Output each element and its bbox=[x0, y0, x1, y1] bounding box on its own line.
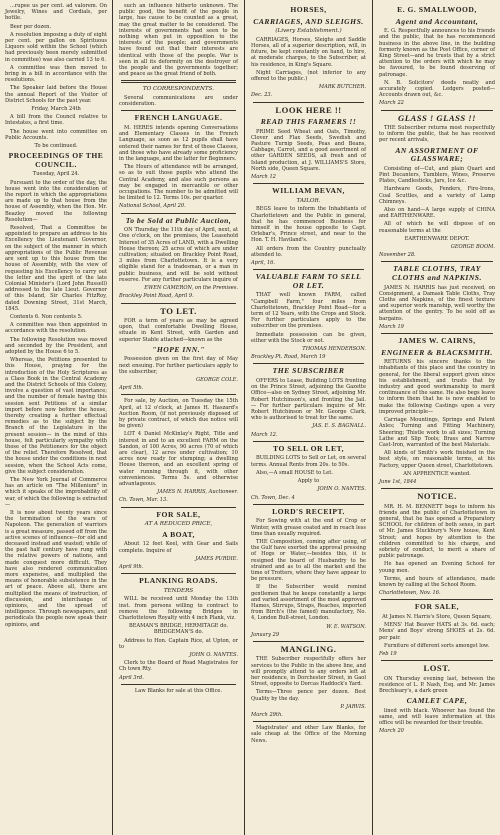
column-3 bbox=[246, 0, 371, 835]
paragraph: Beer per dozen. bbox=[10, 23, 52, 30]
date-line: Ch. Town, Mar. 13. bbox=[119, 497, 168, 504]
date-line: November 28. bbox=[379, 252, 416, 259]
ad-heading: FOR SALE, bbox=[414, 602, 460, 612]
inn-name: "HOPE INN." bbox=[152, 344, 205, 354]
paragraph: M. HERES intends opening Conversations and Elementary Classes in the French Language, as soon as 12 pupils shall have entered their names for first of those Classes, and those who have already some proficiency in the language, and the latter for Beginners. bbox=[119, 125, 238, 163]
paragraph: FOR a term of years as may be agreed upon, that comfortable Dwelling House, situate in Kent Street, with Garden and superior Stable attached—known as the bbox=[119, 317, 238, 343]
date-line: March 29th. bbox=[251, 711, 283, 718]
paragraph: PRIME Seed Wheat and Oats, Timothy, Clover and Flax Seeds, Swedish and Pasture Turnip Seeds, Peas and Beans, Cabbage, Carrot, and a good assortment of other GARDEN SEEDS, all fresh and of Island production, at J. WILLIAMS'S Store, North side, Queen Square. bbox=[251, 128, 366, 172]
signature: P. JARVIS. bbox=[340, 703, 366, 710]
ad-heading: JAMES W. CAIRNS, bbox=[398, 336, 476, 346]
column-rule bbox=[244, 0, 245, 835]
paragraph: Resolved, That a Committee be appointed to prepare an address to his Excellency the Lieutenant Governor, on the subject of the manner in which appropriations of the Public Revenue are sent up to this house from the house of Assembly, with the view of requesting his Excellency to carry out the letter and the spirit of the late Colonial Minister's (Lord John Russell) addressed to the late Lieut. Governor of this Island, Sir Charles FitzRoy, dated Downing Street, 31st March, 1845. bbox=[5, 225, 107, 312]
paragraph: JAMES N. HARRIS has just received, on Consignment, a Damask Table Cloths, Tray Cloths and Napkins, of the finest texture and superior work manship, well worthy the attention of the gentry. To be sold off as bargains. bbox=[379, 284, 495, 322]
paragraph: LOT 4 Daniel McKinlay's Right, Title and interest in and to an excellent FARM on the Sandon, of 100 Acres, 90 acres (70 of which are clear), 12 acres under cultivation; 10 acres now ready for stumping; a dwelling House thereon, and an excellent spring of water running through it, with other conveniences. Terms 5s. and otherwise advantageous. bbox=[119, 431, 238, 487]
date-line: Dec. 23. bbox=[251, 92, 273, 99]
divider bbox=[253, 269, 364, 270]
column-4 bbox=[374, 0, 500, 835]
paragraph: MENS' Hat Beaver HATS at 3s. 6d. each; Mens' and Boys' strong SHOES at 2s. 6d. per pair. bbox=[379, 622, 495, 641]
divider bbox=[121, 394, 236, 395]
paragraph: He has opened an Evening School for young men. bbox=[379, 561, 495, 574]
ad-subheading: TAILOR. bbox=[296, 197, 321, 204]
divider bbox=[381, 110, 493, 111]
ad-heading: TO SELL OR LET, bbox=[273, 443, 344, 453]
divider bbox=[253, 641, 364, 642]
ad-subheading: (Livery Establishment.) bbox=[275, 28, 342, 35]
paragraph: BUILDING LOTS to Sell or Let, on several terms. Annual Rents from 20s. to 50s. bbox=[251, 455, 366, 468]
paragraph: Also,—A small HOUSE to Let. bbox=[256, 469, 333, 476]
date-line: March 12. bbox=[251, 431, 278, 438]
paragraph: Consisting of—Cut, and plain Quart and Pint Decanters, Tumblers, Wines, Preserve Plates, Candlesticks, Jars, Ice &c. bbox=[379, 165, 495, 185]
paragraph: All orders from the Country punctually attended to. bbox=[251, 245, 366, 258]
ad-heading: READ THIS FARMERS !! bbox=[260, 117, 357, 127]
ad-heading: WILLIAM BEVAN, bbox=[272, 186, 345, 196]
paragraph: ...rupee us per cent. ad valorem. On Jewelry, Wines and Cordials, per bottle. bbox=[5, 3, 107, 22]
ad-heading: CARRIAGES, AND SLEIGHS. bbox=[253, 16, 364, 26]
paragraph: Furniture of different sorts amongst low. bbox=[384, 642, 490, 649]
paragraph: The Hours of attendance will be arranged, so as to suit those pupils who attend the Central Academy, and also such persons as may be engaged in mercantile or other occupations. The number to be admitted will be limited to 12. Terms 10s. per quarter. bbox=[119, 164, 238, 202]
ad-heading: HORSES, bbox=[290, 5, 327, 14]
paragraph: AN APPRENTICE wanted. bbox=[403, 470, 471, 477]
date-line: April, 16. bbox=[251, 260, 275, 267]
section-heading: PROCEEDINGS OF THE COUNCIL. bbox=[8, 151, 104, 169]
paragraph: CARRIAGES, Horses, Sleighs and Saddle Horses, all of a superior description, will, in future, be kept constantly on hand, to hire, at moderate charges, to the Subscriber, at his residence, in King's Square. bbox=[251, 36, 366, 68]
paragraph: At James N. Harris's Store, Queen Square, bbox=[382, 613, 492, 620]
ad-heading: NOTICE. bbox=[417, 491, 457, 502]
ad-heading: THE SUBSCRIBER bbox=[272, 366, 345, 376]
ad-heading: FRENCH LANGUAGE. bbox=[134, 113, 223, 123]
paragraph: The New York Journal of Commerce has an article on "The Millenium" in which it speaks of the improbability of war, of which the following is extracted— bbox=[5, 477, 107, 508]
paragraph: Several communications are under consideration. bbox=[119, 95, 238, 108]
store-name: EARTHENWARE DEPOT. bbox=[404, 235, 470, 242]
column-2 bbox=[114, 0, 243, 835]
paragraph: It is now about twenty years since the termination of the wars of Napoleon. The generation of warriors is a great measure, passed off from the active scenes of influence—for old and deceased instead and wasted; while of the past half century have rung with the relative powers of nations, and made conquest more difficult. They have also rendered communication more expensive, and multiplied the means of honorable subsistence in the art of peace. Above all, there are multiplied the means of instruction, of discussion, and interchange of opinions, and the spread of intelligence. Through newspapers, and periodicals the people now speak their opinions, and bbox=[5, 510, 107, 628]
paragraph: E. G. Respectfully announces to his friends and the public, that he has recommenced business in the above line, in the building formerly known as the Post Office, corner of King Street—and he trusts that by a strict attention to the orders with which he may be favoured, to be found deserving of patronage. bbox=[379, 28, 495, 78]
ad-subheading: AT A REDUCED PRICE, bbox=[144, 521, 213, 528]
divider bbox=[121, 80, 236, 83]
ad-heading: A BOAT, bbox=[162, 529, 195, 539]
divider bbox=[253, 102, 364, 103]
column-1 bbox=[0, 0, 112, 835]
ad-heading: GLASS ! GLASS !! bbox=[398, 112, 476, 123]
paragraph: For Sowing with at the end of Crop or Winter, with grease coated and in reach less time than usually required. bbox=[251, 518, 366, 537]
paragraph: Apply to bbox=[297, 478, 320, 485]
ad-heading: MANGLING. bbox=[280, 643, 337, 654]
ad-heading: To be Sold at Public Auction, bbox=[125, 215, 232, 225]
signature: W. E. WATSON. bbox=[326, 623, 366, 630]
paragraph: THE Subscriber returns most respectfully to inform the public, that he has received per recent arrivals, bbox=[379, 125, 495, 144]
column-rule bbox=[372, 0, 373, 835]
signature: MARK BUTCHER. bbox=[318, 84, 366, 91]
paragraph: If the Subscriber would remind gentlemen that he keeps constantly a large and varied assortment of the most approved Hames, Stirrups, Straps, Reaches, imported from Birch's (the famed) manufactory, No. 4, London Bull-street, London. bbox=[251, 584, 366, 622]
date-line: March 20 bbox=[379, 728, 404, 735]
signature: JAS. E. S. BAGNALL. bbox=[312, 423, 366, 430]
paragraph: Possession given on the first day of May next ensuing. For further particulars apply to the subscriber, bbox=[119, 356, 238, 375]
date-line: April 3rd. bbox=[119, 674, 144, 681]
signature: THOMAS HENDERSON. bbox=[302, 346, 366, 353]
ad-subheading: ENGINEER & BLACKSMITH. bbox=[381, 347, 493, 357]
paragraph: Carriage Mountings, Springs and Patent Axles; Turning and Fitting Machinery, Sheering; Thistle work to all sizes; Turning Lathe and Slip Tools; Brass and Narrow Cast-Iron, warranted of the best Materials. bbox=[379, 417, 495, 448]
paragraph: Hardware Goods, Fenders, Fire-Irons, Coal Scuttles, and a variety of Lamp Chimneys. bbox=[379, 186, 495, 205]
paragraph: BEGS leave to inform the Inhabitants of Charlottetown and the Public in general, that he has commenced Business for himself in the house opposite to Capt. Orlebar's, Prince street, and near to the Hon. T. H. Haviland's. bbox=[251, 206, 366, 244]
ad-heading: E. G. SMALLWOOD, bbox=[397, 5, 477, 14]
ad-heading: FOR SALE, bbox=[156, 509, 201, 519]
divider bbox=[381, 599, 493, 600]
paragraph: THE Composition, coming after using, of the Gulf have exerted the approval pressing of Hogs or Water,—besides this, it is resigned the board of Husbandry to be strained and as to all the market and the time of Trotters, where they have appear to be pressure. bbox=[251, 538, 366, 583]
paragraph: All kinds of Smith's work finished in the best style, on reasonable terms, at his Factory, upper Queen street, Charlottetown. bbox=[379, 450, 495, 469]
paragraph: Law Blanks for sale at this Office. bbox=[134, 687, 223, 694]
date-line: Brackley Point Road, April 9. bbox=[119, 293, 194, 300]
paragraph: BEAMAN'S BRIDGE, HERMITAGE do. BRIDGEMAN'S do. bbox=[129, 623, 228, 636]
date-line: Ch. Town, Dec. 4 bbox=[251, 494, 295, 501]
paragraph: A committee was then moved to bring in a bill in accordance with the resolutions. bbox=[5, 64, 107, 84]
signature: JAMES N. HARRIS, Auctioneer. bbox=[157, 489, 238, 496]
paragraph: For sale, by Auction, on Tuesday the 15th April, at 12 o'clock, at James H. Haszard's Auction Room, (if not previously disposed of by private contract, of which due notice will be given) bbox=[119, 398, 238, 430]
paragraph: THE Subscriber respectfully offers her services to the Public in the above line, and will promptly attend to any orders left at her residence, in Dorchester Street, in Gaol Street, opposite to Dorcas Haddock's Yard. bbox=[251, 656, 366, 688]
paragraph: Terms, and hours of attendance, made known by calling at the School Room. bbox=[379, 575, 495, 588]
signature: National School, April 20. bbox=[119, 203, 186, 210]
divider bbox=[121, 213, 236, 214]
divider bbox=[381, 660, 493, 661]
divider bbox=[253, 721, 364, 722]
lost-item: CAMLET CAPE, bbox=[406, 696, 468, 706]
paragraph: A committee was then appointed in accordance with the resolution. bbox=[5, 322, 107, 335]
paragraph: Clerk to the Board of Road Magistrates for Ch town Rty. bbox=[119, 660, 238, 673]
divider bbox=[121, 303, 236, 304]
ad-heading: VALUABLE FARM TO SELL OR LET. bbox=[255, 272, 362, 290]
ad-heading: Agent and Accountant, bbox=[395, 16, 479, 26]
signature: JOHN O. NANTES. bbox=[189, 651, 238, 658]
date-line: Brackley Pt. Road, March 19 bbox=[251, 354, 326, 361]
paragraph: ON Thursday the 11th day of April, next, at One o'clock, on the premises, the Leasehold Interest of 35 Acres of LAND, with a Dwelling House thereon; 25 acres of which are under cultivation; situated on Brackley Point Road, 3 miles from Charlottetown. It is a very eligible stand for a tradesman, or a man in public business, and will be sold without reserve. For any further particulars inquire of bbox=[119, 227, 238, 283]
signature: JOHN O. NANTES. bbox=[317, 486, 366, 493]
paragraph: Pursuant to the order of the day, the house went into the consideration of the report in which the appropriations are made up to that house from the house of Assembly, when the Hon. Mr. Beazley moved the following Resolution— bbox=[5, 179, 107, 223]
paragraph: RETURNS his sincere thanks to the inhabitants of this place and the country in general, for the liberal support given since his establishment, and trusts that by industry and good workmanship to merit continuance of the same. He also begs leave to inform them that he is now enabled to make the following Castings upon a very improved principle— bbox=[379, 359, 495, 415]
ad-heading: LOOK HERE !! bbox=[275, 104, 342, 115]
signature: GEORGE BOOM. bbox=[450, 244, 495, 251]
divider bbox=[253, 183, 364, 184]
ad-heading: LOST. bbox=[423, 663, 451, 674]
section-heading: TO CORRESPONDENTS. bbox=[142, 86, 215, 93]
paragraph: Immediate possession can be given, either with the Stock or not. bbox=[251, 331, 366, 344]
divider bbox=[121, 110, 236, 111]
divider bbox=[121, 573, 236, 574]
paragraph: To be continued. bbox=[34, 143, 78, 150]
date-line: Charlottetown, Nov. 16. bbox=[379, 590, 441, 597]
paragraph: MR. H. M. BENNETT begs to inform his friends and the public of Charlottetown in general, that he has opened a Preparatory SCHOOL for children of both sexes, in part of Mr. James Stuckbury's New house, Kent Street; and hopes by attention to the children committed to his charge, and sobriety of conduct, to merit a share of public patronage. bbox=[379, 503, 495, 560]
divider bbox=[381, 488, 493, 489]
paragraph: The following Resolution was moved and seconded by the President, and adopted by the House 6 to 5. bbox=[5, 336, 107, 355]
signature: GEORGE COLE. bbox=[196, 376, 238, 383]
date-line: January 29 bbox=[251, 631, 280, 638]
divider bbox=[253, 363, 364, 364]
paragraph: The house went into committee on Public Accounts. bbox=[5, 128, 107, 141]
divider bbox=[121, 684, 236, 685]
signature: EWEN CAMERON, on the Premises. bbox=[144, 285, 238, 292]
date-line: March 12 bbox=[251, 174, 276, 181]
paragraph: ON Thursday evening last, between the residence of L. P. Nash, Esq. and Mr. James Brechleary's, a dark green bbox=[379, 675, 495, 694]
paragraph: About 12 feet Keel, with Gear and Sails complete. Inquire of bbox=[119, 541, 238, 554]
divider bbox=[381, 261, 493, 262]
date-line: April 5th. bbox=[119, 385, 144, 392]
date-line: June 1st, 1844 bbox=[379, 478, 417, 485]
date-line: Tuesday, April 24. bbox=[32, 171, 80, 178]
paragraph: Whereas, the Petitions presented to this House, praying for the introduction of the Holy Scriptures as a Class Book in the Central Academy and the District Schools of this Colony, involve a question of vast importance; and the number of female having this session sent Petitions of a similar import before now before the house, thereby creating a further effectual remedies as to the subject by the Branch of the Legislature in the present session— in the mind of this house, felt particularly sympathy with those of the Petitioners for the object of the relief. Therefore Resolved, that the house under the conditions in next session, when the School Acts come, give the subject consideration. bbox=[5, 357, 107, 475]
paragraph: Also on hand—A large supply of CHINA and EARTHENWARE. bbox=[379, 207, 495, 220]
paragraph: Terms—Three pence per dozen. Best Quality by the day. bbox=[251, 689, 366, 702]
column-rule bbox=[112, 0, 113, 835]
divider bbox=[253, 441, 364, 442]
ad-subheading: TENDERS bbox=[163, 587, 194, 594]
paragraph: such an influence hitherto unknown. The public good, the benefit of the people in large, has cause to be counted as a great, may the great matter to be considered. The interests of governments had seen to be nothing when put in opposition to the interests of the people; and governments have found out that their interests are identical with those of the people. War is seen in all its deformity on the destroyer of the people and the governments together; and peace as the great friend of both. bbox=[119, 3, 238, 78]
paragraph: Address to Hon. Captain Rice, at Upton, or to bbox=[119, 637, 238, 650]
ad-subheading: AN ASSORTMENT OF GLASSWARE; bbox=[395, 145, 479, 164]
paragraph: A bill from the Council relative to Intestates, a first time. bbox=[5, 114, 107, 127]
paragraph: Magistrates' and other Law Blanks, for sale cheap at the Office of the Morning News. bbox=[251, 725, 366, 744]
date-line: April 9th. bbox=[119, 563, 144, 570]
divider bbox=[121, 507, 236, 508]
paragraph: A resolution imposing a duty of eight per cent. per gallon on Spirituous Liquors sold within the School (which had previously been merely submitted in committee) was also carried 13 to 6. bbox=[5, 31, 107, 63]
paragraph: THAT well known FARM, called "Campbell Farm," four miles from Charlottetown, Brackley Point Road—for a term of 12 Years, with the Crops and Stock. For further particulars apply to the subscriber on the premises. bbox=[251, 292, 366, 330]
paragraph: All of which he will dispose of on reasonable terms at the bbox=[379, 221, 495, 234]
paragraph: Contents 6. Non contents 5. bbox=[10, 313, 83, 320]
ad-heading: TABLE CLOTHS, TRAY CLOTHS and NAPKINS. bbox=[392, 264, 482, 283]
date-line: Feb 19 bbox=[379, 650, 397, 657]
paragraph: Night Carriages, (not inferior to any offered to the public.) bbox=[251, 69, 366, 82]
paragraph: lined with black. Whoever has found the same, and will leave information at this office will be rewarded for their trouble. bbox=[379, 707, 495, 727]
signature: JAMES PURDIE. bbox=[195, 555, 238, 562]
paragraph: N. B. Solicitors' deeds neatly and accurately copied. Ledgers posted—Accounts drawn out, &c. bbox=[379, 79, 495, 99]
ad-heading: TO LET. bbox=[160, 305, 197, 316]
paragraph: The Speaker laid before the House the annual Report of the Visitor of District Schools for the past year. bbox=[5, 85, 107, 104]
ad-heading: LORD'S RECEIPT. bbox=[272, 506, 345, 516]
date-line: Friday, March 24th bbox=[31, 106, 81, 113]
paragraph: OFFERS to Lease, Building LOTS fronting on the Prince Street, adjoining the Gazette Office—also on Sydney Street, adjoining Mr. Robert Hutchinson's, and fronting the Jail.— For further particulars inquire of Mr. Robert Hutchinson or Mr. George Clark, who is authorised to treat for the same. bbox=[251, 378, 366, 422]
divider bbox=[253, 504, 364, 505]
date-line: March 19 bbox=[379, 323, 404, 330]
date-line: March 22 bbox=[379, 100, 404, 107]
divider bbox=[381, 333, 493, 334]
paragraph: WILL be received until Monday the 13th inst. from persons willing to contract to remove the following Bridges in Charlottetown Royalty with 4 inch Plank, viz. bbox=[119, 596, 238, 621]
ad-heading: PLANKING ROADS. bbox=[139, 576, 218, 586]
